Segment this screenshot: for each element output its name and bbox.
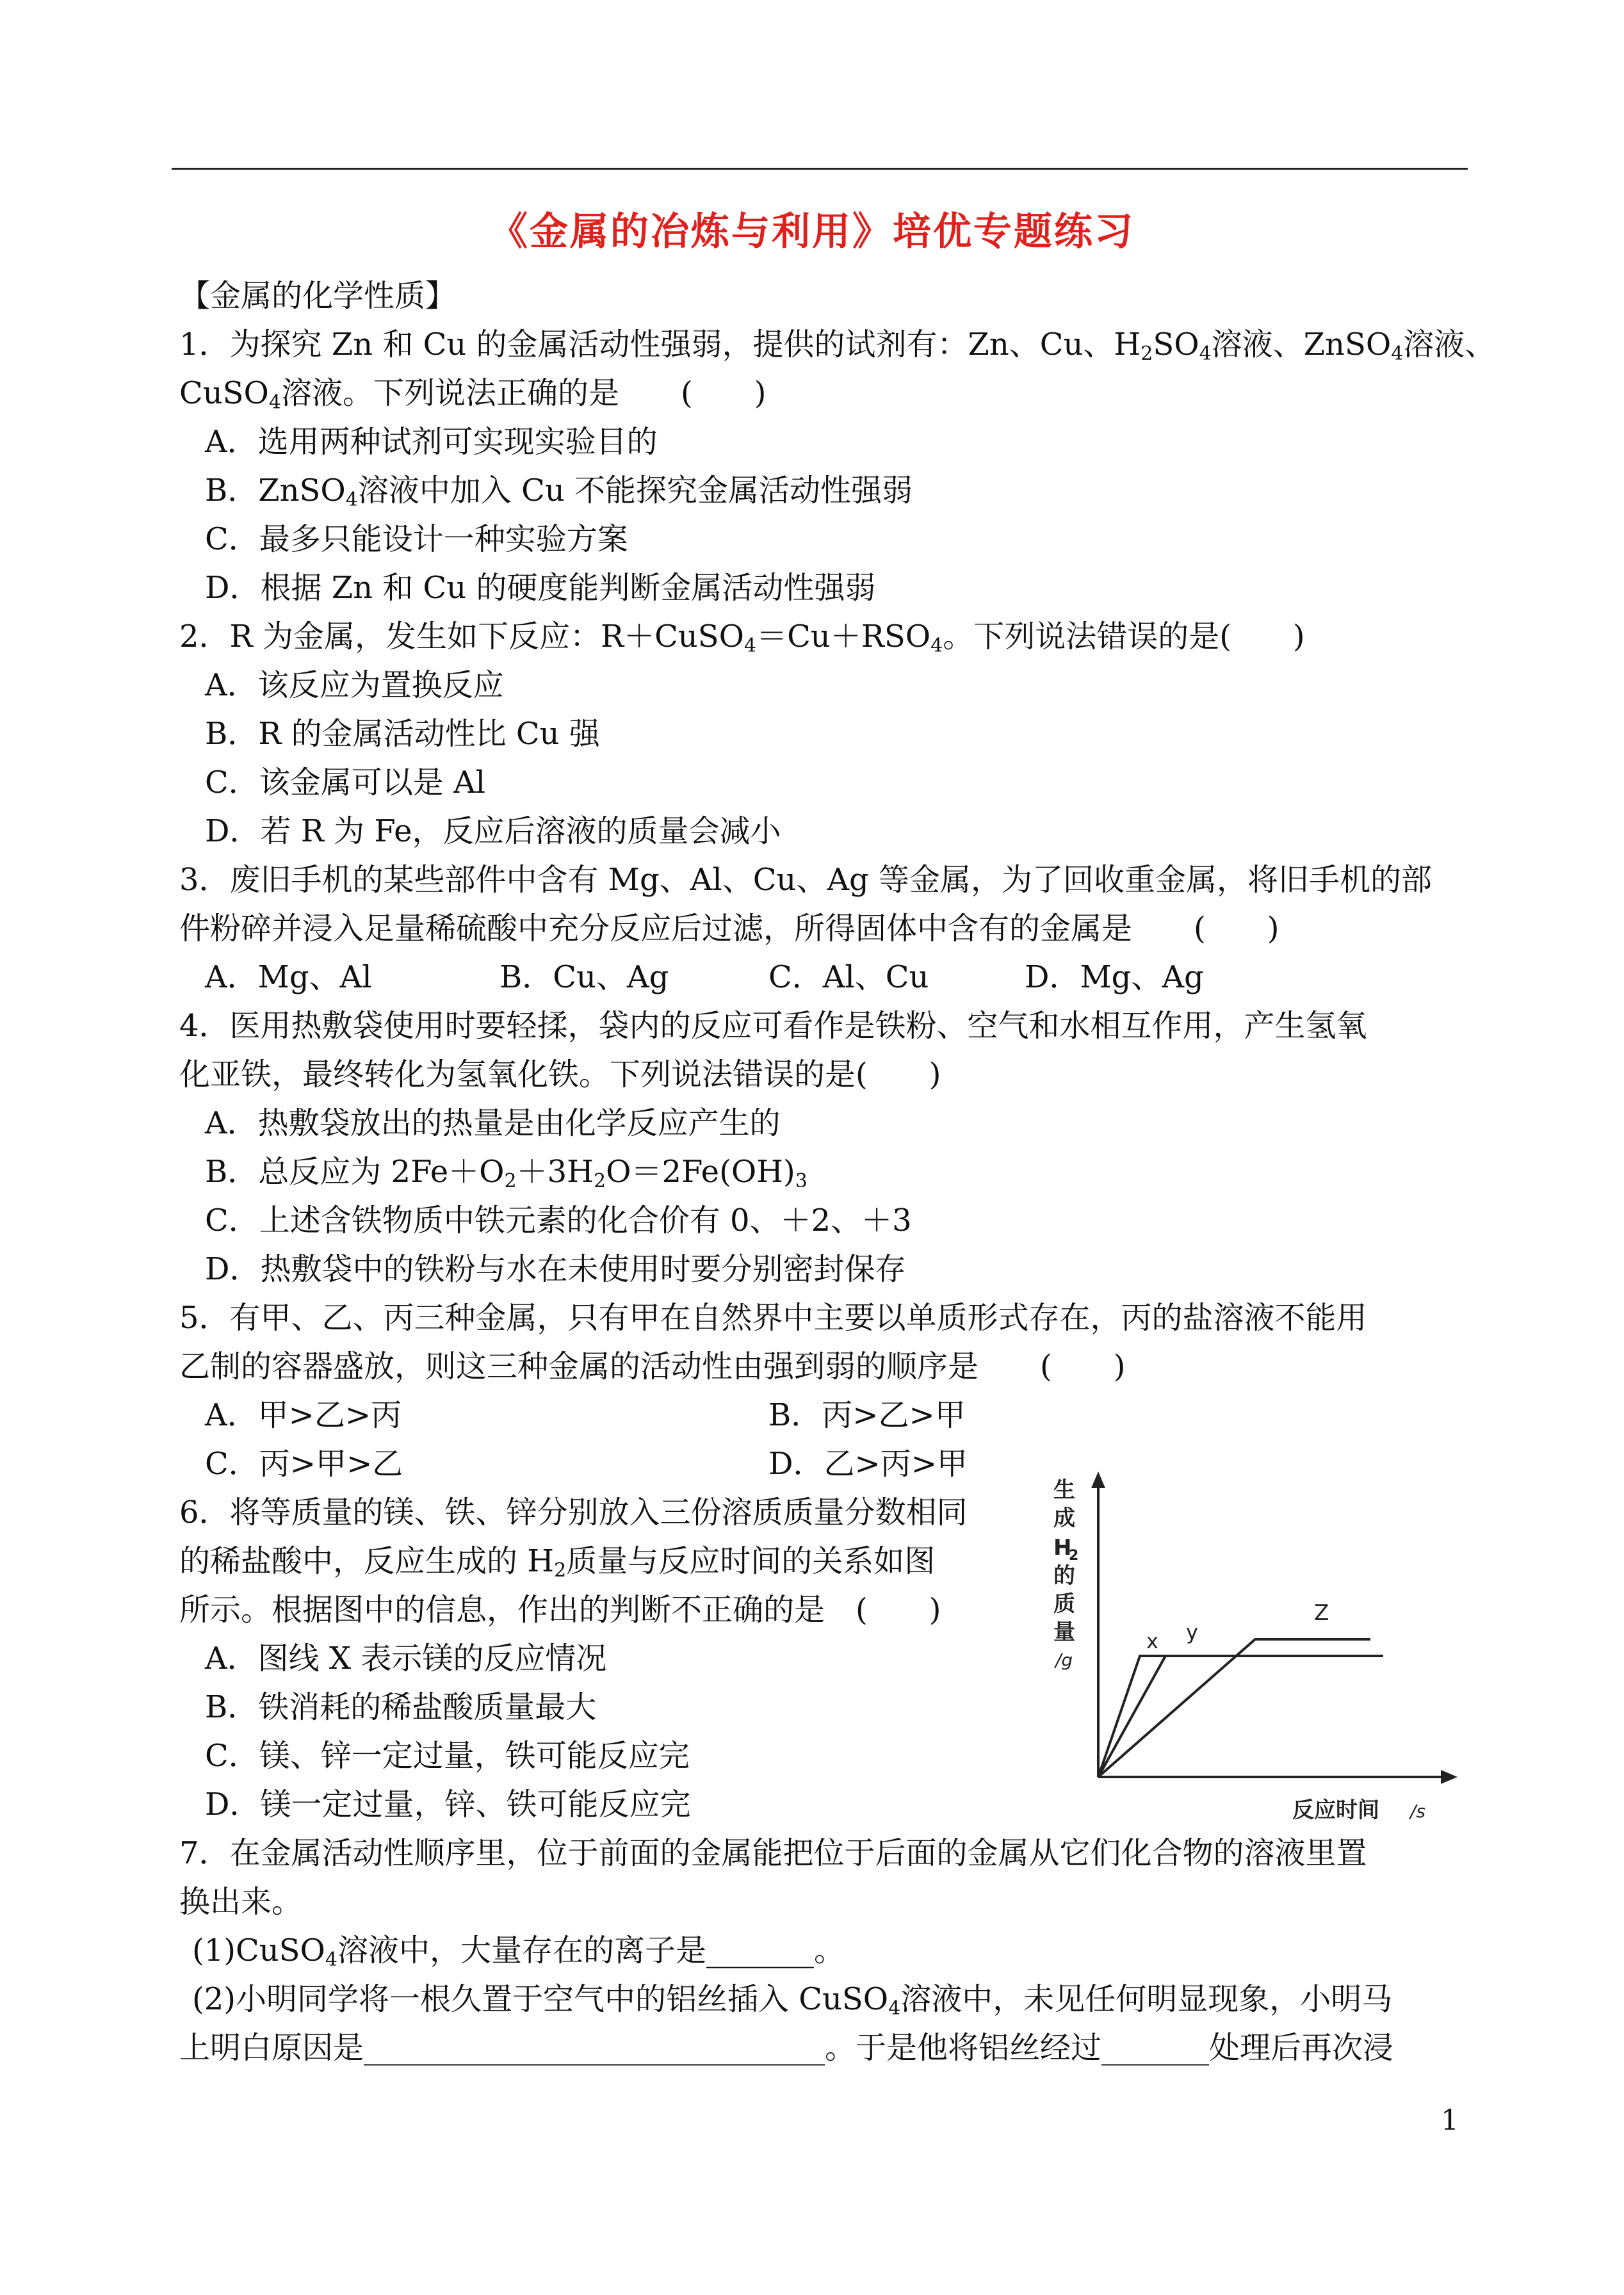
q1-option-c: C．最多只能设计一种实验方案 (205, 521, 628, 557)
q3-stem-line1: 3．废旧手机的某些部件中含有 Mg、Al、Cu、Ag 等金属，为了回收重金属，将旧手机的部 (179, 862, 1432, 898)
q4-option-b: B．总反应为 $2Fe+O_2+3H_2O=2Fe(OH)_3$ (205, 1154, 808, 1192)
section-heading: 【金属的化学性质】 (179, 278, 457, 314)
q5-stem-line1: 5．有甲、乙、丙三种金属，只有甲在自然界中主要以单质形式存在，丙的盐溶液不能用 (179, 1300, 1367, 1336)
q3-option-c: C．Al、Cu (768, 959, 929, 995)
q6-stem-line3: 所示。根据图中的信息，作出的判断不正确的是 ( ) (179, 1592, 941, 1628)
q1-stem-line2: CuSO$_4$溶液。下列说法正确的是 ( ) (179, 375, 767, 414)
x-axis-unit: /s (1410, 1801, 1426, 1822)
q3-stem-line2: 件粉碎并浸入足量稀硫酸中充分反应后过滤，所得固体中含有的金属是 ( ) (179, 911, 1279, 946)
q3-option-a: A．Mg、Al (205, 959, 372, 995)
page-title: 《金属的冶炼与利用》培优专题练习 (489, 209, 1135, 254)
q6-stem-line2: 的稀盐酸中，反应生成的 $H_2$质量与反应时间的关系如图 (179, 1543, 936, 1582)
header-rule (172, 168, 1468, 170)
page-number: 1 (1441, 2104, 1459, 2137)
svg-text:的: 的 (1053, 1563, 1075, 1589)
q6-option-d: D．镁一定过量，锌、铁可能反应完 (205, 1787, 691, 1822)
q6-stem-line1: 6．将等质量的镁、铁、锌分别放入三份溶质质量分数相同 (179, 1495, 968, 1530)
q7-part1: (1)CuSO$_4$溶液中，大量存在的离子是_______。 (192, 1933, 845, 1971)
q4-stem-line1: 4．医用热敷袋使用时要轻揉，袋内的反应可看作是铁粉、空气和水相互作用，产生氢氧 (179, 1008, 1367, 1044)
svg-text:成: 成 (1053, 1505, 1075, 1531)
curve-x (1098, 1656, 1383, 1777)
q4-option-c: C．上述含铁物质中铁元素的化合价有 0、＋2、＋3 (205, 1203, 912, 1238)
curve-label-z: Z (1314, 1600, 1329, 1626)
q2-stem: 2．R 为金属，发生如下反应：$R+CuSO_4=Cu+RSO_4$。下列说法错误的是( ) (179, 619, 1305, 657)
curve-y (1098, 1656, 1165, 1777)
q5-option-d: D．乙>丙>甲 (768, 1446, 968, 1482)
y-axis-unit: /g (1055, 1650, 1073, 1671)
q2-option-a: A．该反应为置换反应 (205, 667, 504, 703)
curve-label-x: x (1146, 1629, 1158, 1653)
q2-option-b: B．R 的金属活动性比 Cu 强 (205, 716, 600, 752)
x-axis-label: 反应时间 (1292, 1797, 1379, 1823)
curve-label-y: y (1186, 1620, 1198, 1644)
q3-option-d: D．Mg、Ag (1025, 959, 1204, 995)
y-axis (1091, 1472, 1105, 1777)
q6-option-c: C．镁、锌一定过量，铁可能反应完 (205, 1738, 690, 1774)
q7-part2-line1: (2)小明同学将一根久置于空气中的铝丝插入 CuSO$_4$溶液中，未见任何明显现象，小明马 (192, 1981, 1393, 2020)
q7-part2-line2: 上明白原因是______________________________。于是他将铝丝经过_______处理后再次浸 (179, 2030, 1394, 2066)
q5-option-b: B．丙>乙>甲 (768, 1397, 966, 1433)
q1-stem-line1: 1．为探究 Zn 和 Cu 的金属活动性强弱，提供的试剂有：Zn、Cu、$H_2SO_4$溶液、ZnSO$_4$溶液、 (179, 327, 1496, 365)
q7-stem-line2: 换出来。 (179, 1884, 303, 1920)
q4-stem-line2: 化亚铁，最终转化为氢氧化铁。下列说法错误的是( ) (179, 1057, 941, 1092)
q4-option-a: A．热敷袋放出的热量是由化学反应产生的 (205, 1105, 781, 1141)
svg-text:H: H (1053, 1535, 1072, 1561)
q1-option-d: D．根据 Zn 和 Cu 的硬度能判断金属活动性强弱 (205, 570, 876, 606)
q7-stem-line1: 7．在金属活动性顺序里，位于前面的金属能把位于后面的金属从它们化合物的溶液里置 (179, 1835, 1367, 1871)
q5-stem-line2: 乙制的容器盛放，则这三种金属的活动性由强到弱的顺序是 ( ) (179, 1349, 1126, 1384)
svg-text:量: 量 (1053, 1619, 1075, 1645)
svg-text:2: 2 (1069, 1548, 1079, 1564)
q1-option-b: B．ZnSO$_4$溶液中加入 Cu 不能探究金属活动性强弱 (205, 473, 913, 511)
q1-option-a: A．选用两种试剂可实现实验目的 (205, 424, 658, 460)
q3-option-b: B．Cu、Ag (499, 959, 669, 995)
q2-option-d: D．若 R 为 Fe，反应后溶液的质量会减小 (205, 813, 781, 849)
reaction-figure (1050, 1466, 1466, 1825)
q2-option-c: C．该金属可以是 Al (205, 765, 486, 800)
svg-text:质: 质 (1053, 1591, 1075, 1617)
q4-option-d: D．热敷袋中的铁粉与水在未使用时要分别密封保存 (205, 1251, 906, 1287)
svg-text:生: 生 (1053, 1477, 1075, 1503)
q5-option-a: A．甲>乙>丙 (205, 1397, 402, 1433)
y-axis-label (1053, 1477, 1078, 1645)
x-axis (1098, 1770, 1458, 1784)
q6-option-b: B．铁消耗的稀盐酸质量最大 (205, 1689, 597, 1725)
q5-option-c: C．丙>甲>乙 (205, 1446, 403, 1482)
q6-option-a: A．图线 X 表示镁的反应情况 (205, 1641, 607, 1676)
